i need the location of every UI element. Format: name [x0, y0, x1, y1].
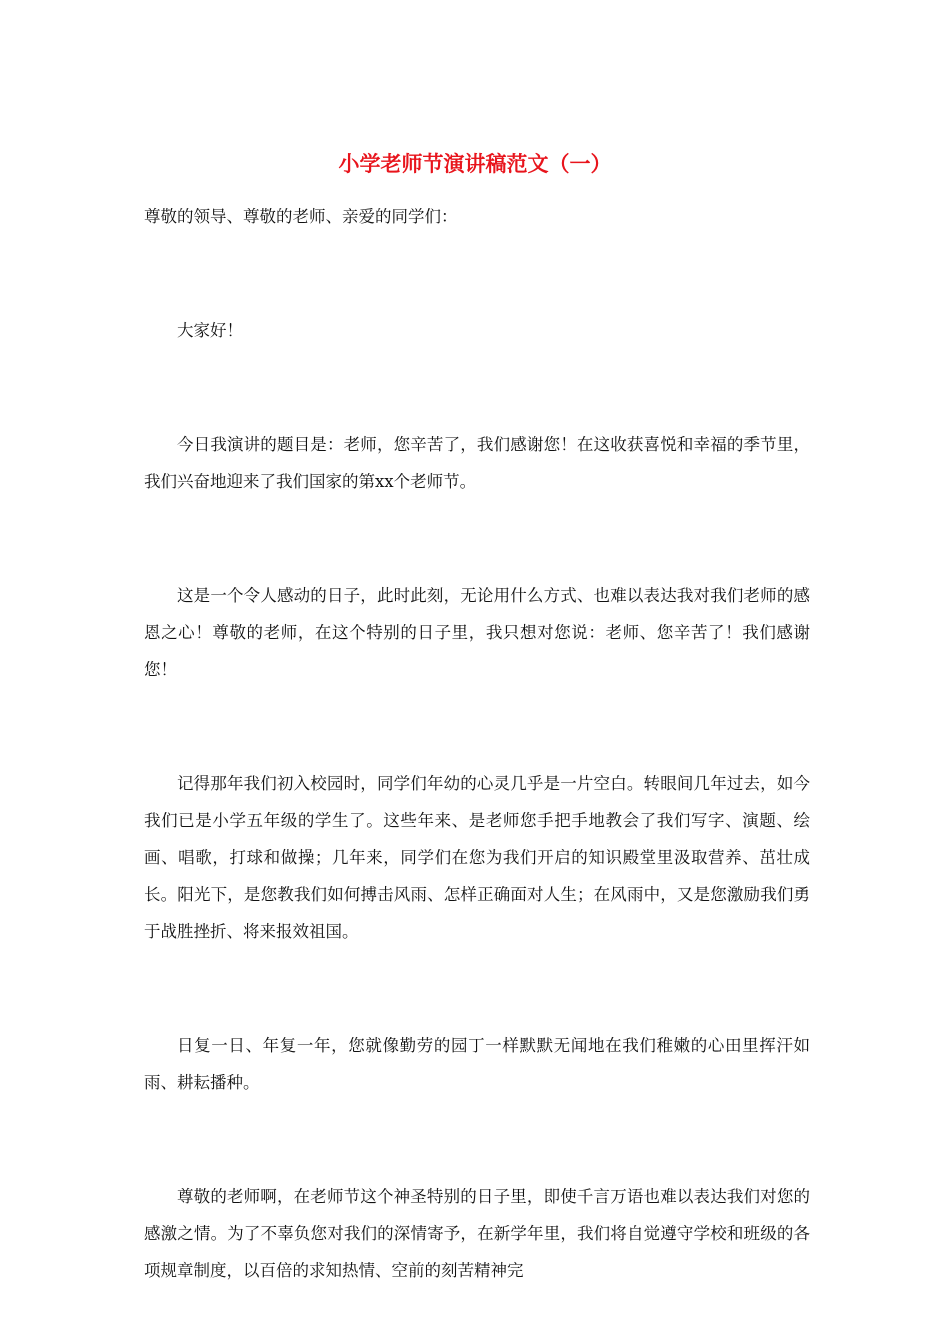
- document-body: [144, 198, 810, 1289]
- salutation: 尊敬的领导、尊敬的老师、亲爱的同学们：: [144, 207, 458, 226]
- paragraph-memories: 记得那年我们初入校园时，同学们年幼的心灵几乎是一片空白。转眼间几年过去，如今我们已是小学五年级的学生了。这些年来、是老师您手把手地教会了我们写字、演题、绘画、唱歌，打球和做操；几年来，同学们在您为我们开启的知识殿堂里汲取营养、茁壮成长。阳光下，是您教我们如何搏击风雨、怎样正确面对人生；在风雨中，又是您激励我们勇于战胜挫折、将来报效祖国。: [144, 774, 810, 941]
- paragraph-topic: 今日我演讲的题目是：老师，您辛苦了，我们感谢您！在这收获喜悦和幸福的季节里，我们兴奋地迎来了我们国家的第xx个老师节。: [144, 435, 810, 491]
- paragraph-gratitude: 这是一个令人感动的日子，此时此刻，无论用什么方式、也难以表达我对我们老师的感恩之心！尊敬的老师，在这个特别的日子里，我只想对您说：老师、您辛苦了！我们感谢您！: [144, 586, 810, 679]
- paragraph-greeting: 大家好！: [177, 321, 243, 340]
- document-title: 小学老师节演讲稿范文（一）: [338, 151, 612, 176]
- paragraph-promise: 尊敬的老师啊，在老师节这个神圣特别的日子里，即使千言万语也难以表达我们对您的感激之情。为了不辜负您对我们的深情寄予，在新学年里，我们将自觉遵守学校和班级的各项规章制度，以百倍的求知热情、空前的刻苦精神完: [144, 1187, 810, 1280]
- paragraph-gardener: 日复一日、年复一年，您就像勤劳的园丁一样默默无闻地在我们稚嫩的心田里挥汗如雨、耕耘播种。: [144, 1036, 810, 1092]
